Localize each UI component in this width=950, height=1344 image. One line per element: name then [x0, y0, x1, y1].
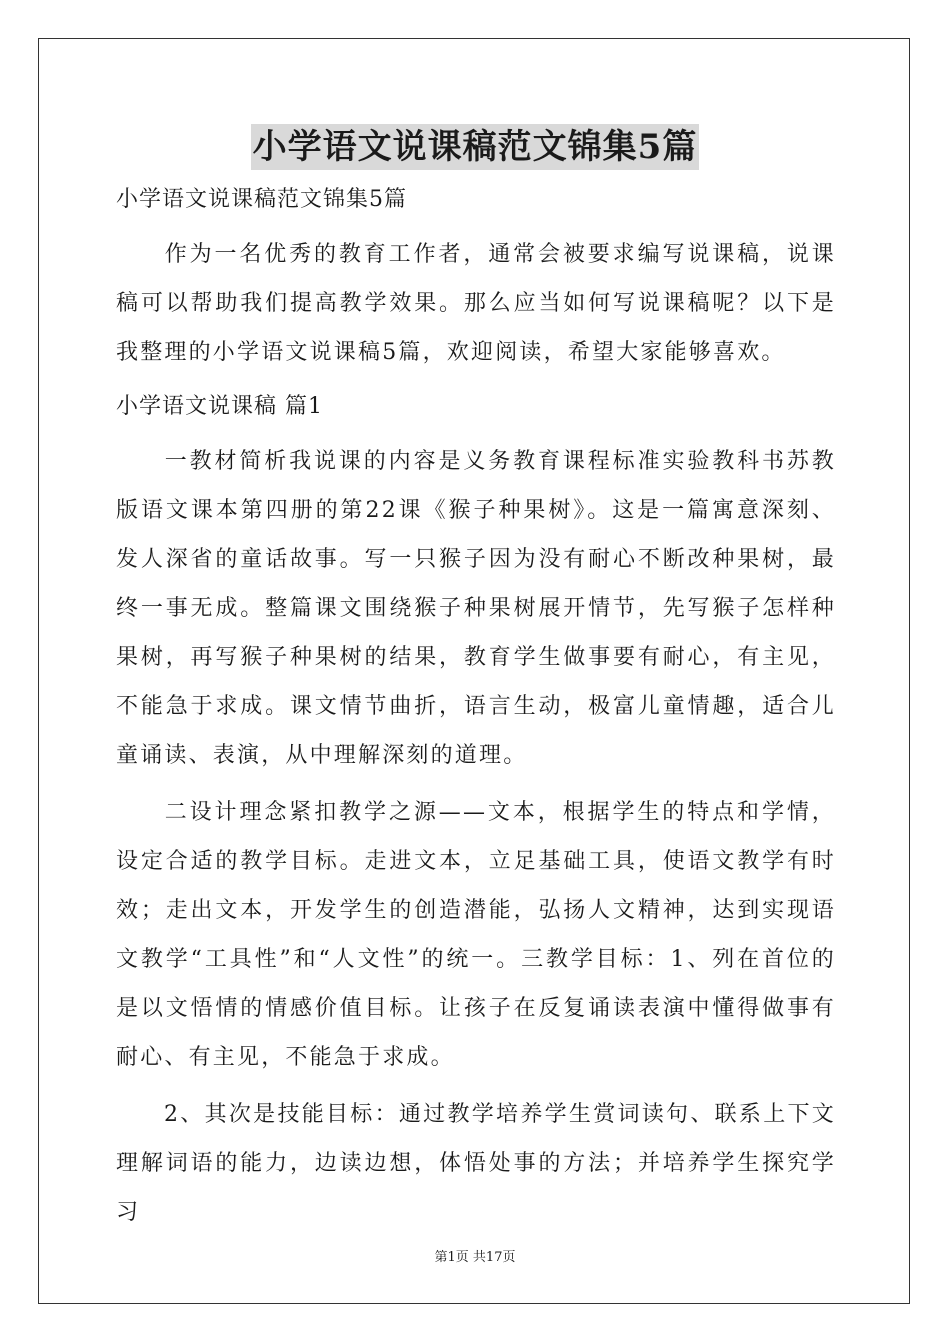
intro-text: 作为一名优秀的教育工作者，通常会被要求编写说课稿，说课稿可以帮助我们提高教学效果。那么应当如何写说课稿呢？以下是我整理的小学语文说课稿5篇，欢迎阅读，希望大家能够喜欢。 — [116, 242, 836, 365]
title-wrap — [0, 124, 950, 170]
page-footer — [0, 1246, 950, 1265]
intro-paragraph — [116, 230, 836, 377]
document-title: 小学语文说课稿范文锦集5篇 — [251, 124, 700, 170]
body-paragraph — [116, 437, 836, 780]
page-number: 第1页 共17页 — [434, 1250, 516, 1265]
body-paragraph — [116, 1090, 836, 1237]
paragraph-text: 二设计理念紧扣教学之源——文本，根据学生的特点和学情，设定合适的教学目标。走进文本，立足基础工具，使语文教学有时效；走出文本，开发学生的创造潜能，弘扬人文精神，达到实现语文教学“工具性”和“人文性”的统一。三教学目标：1、列在首位的是以文悟情的情感价值目标。让孩子在反复诵读表演中懂得做事有耐心、有主见，不能急于求成。 — [116, 800, 836, 1070]
document-body — [116, 178, 836, 1245]
paragraph-text: 一教材简析我说课的内容是义务教育课程标准实验教科书苏教版语文课本第四册的第22课《猴子种果树》。这是一篇寓意深刻、发人深省的童话故事。写一只猴子因为没有耐心不断改种果树，最终一事无成。整篇课文围绕猴子种果树展开情节，先写猴子怎样种果树，再写猴子种果树的结果，教育学生做事要有耐心，有主见，不能急于求成。课文情节曲折，语言生动，极富儿童情趣，适合儿童诵读、表演，从中理解深刻的道理。 — [116, 449, 836, 768]
paragraph-text: 2、其次是技能目标：通过教学培养学生赏词读句、联系上下文理解词语的能力，边读边想，体悟处事的方法；并培养学生探究学习 — [116, 1102, 836, 1225]
document-subtitle: 小学语文说课稿范文锦集5篇 — [116, 187, 407, 212]
section-heading: 小学语文说课稿 篇1 — [116, 394, 323, 419]
body-paragraph — [116, 788, 836, 1082]
